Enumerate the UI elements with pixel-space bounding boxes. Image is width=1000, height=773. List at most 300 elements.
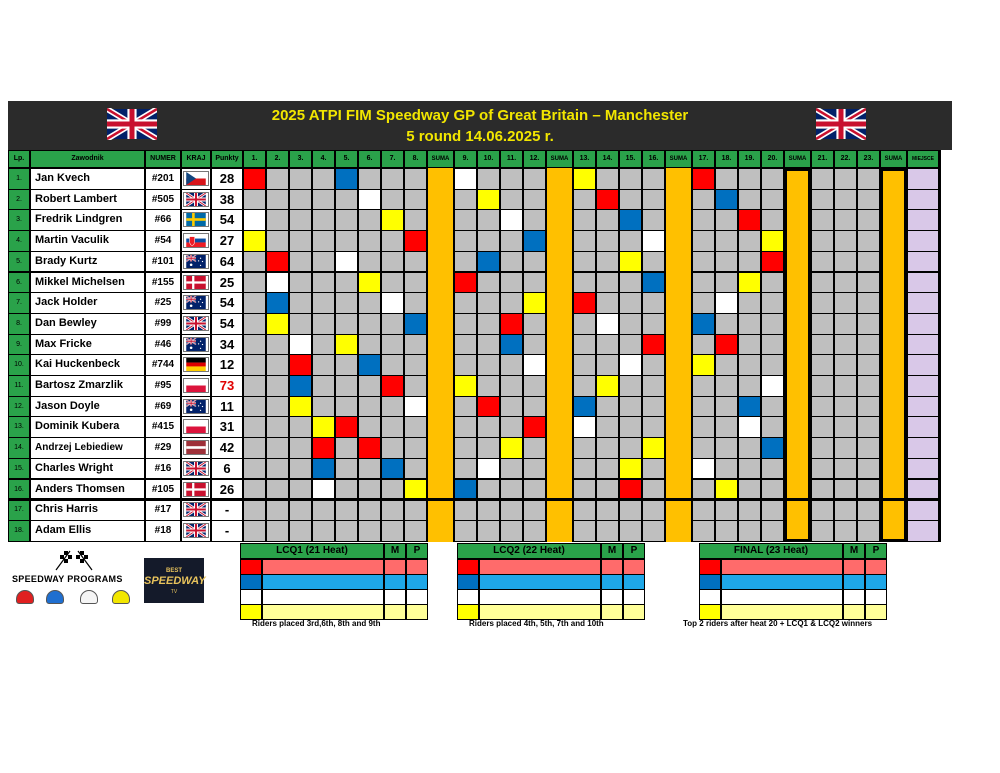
- sum-cell: [784, 479, 811, 501]
- heat-cell: [500, 292, 523, 314]
- page-title: 2025 ATPI FIM Speedway GP of Great Britain – Manchester: [271, 107, 689, 124]
- col-header-heat: 3.: [289, 150, 312, 168]
- gate-white-cell: [500, 209, 523, 231]
- gate-yellow-cell: [500, 437, 523, 459]
- heat-cell: [289, 168, 312, 190]
- heat-cell: [857, 313, 880, 335]
- sum-cell: [427, 272, 454, 294]
- rider-points: 64: [211, 251, 243, 273]
- lcq-row-cell: [479, 589, 601, 605]
- lcq-row-cell: [406, 604, 428, 620]
- rider-name: Jan Kvech: [30, 168, 145, 190]
- heat-cell: [834, 209, 857, 231]
- lcq-row-cell: [699, 604, 721, 620]
- sum-cell: [546, 292, 573, 314]
- col-header-heat: 10.: [477, 150, 500, 168]
- heat-cell: [811, 189, 834, 211]
- sum-cell: [546, 354, 573, 376]
- heat-cell: [523, 375, 546, 397]
- row-lp: 1.: [8, 168, 30, 190]
- place-cell: [907, 292, 939, 314]
- checkered-flags-icon: [50, 549, 98, 571]
- heat-cell: [692, 520, 715, 542]
- heat-cell: [523, 437, 546, 459]
- heat-cell: [738, 334, 761, 356]
- heat-cell: [596, 230, 619, 252]
- heat-cell: [335, 437, 358, 459]
- sum-cell: [546, 209, 573, 231]
- col-header-heat: 4.: [312, 150, 335, 168]
- heat-cell: [834, 272, 857, 294]
- rider-points: 12: [211, 354, 243, 376]
- place-cell: [907, 396, 939, 418]
- row-lp: 13.: [8, 416, 30, 438]
- lcq-row-cell: [406, 589, 428, 605]
- sum-cell: [427, 458, 454, 480]
- lcq-m-header: M: [384, 543, 406, 559]
- heat-cell: [266, 437, 289, 459]
- gate-white-cell: [619, 354, 642, 376]
- col-header-sum: SUMA: [546, 150, 573, 168]
- heat-cell: [738, 520, 761, 542]
- heat-cell: [381, 354, 404, 376]
- heat-cell: [811, 458, 834, 480]
- gate-white-cell: [573, 416, 596, 438]
- heat-cell: [358, 230, 381, 252]
- rider-name: Anders Thomsen: [30, 479, 145, 501]
- rider-points: 26: [211, 479, 243, 501]
- gate-blue-cell: [312, 458, 335, 480]
- sum-cell: [784, 499, 811, 521]
- heat-cell: [692, 479, 715, 501]
- heat-cell: [381, 396, 404, 418]
- heat-cell: [404, 520, 427, 542]
- gate-white-cell: [761, 375, 784, 397]
- sum-cell: [546, 189, 573, 211]
- heat-cell: [761, 189, 784, 211]
- lcq-row-cell: [457, 559, 479, 575]
- heat-cell: [738, 168, 761, 190]
- heat-cell: [761, 416, 784, 438]
- col-header-heat: 17.: [692, 150, 715, 168]
- heat-cell: [596, 334, 619, 356]
- gate-yellow-cell: [619, 251, 642, 273]
- lcq-p-header: P: [623, 543, 645, 559]
- rider-number: #25: [145, 292, 181, 314]
- lcq-row-cell: [457, 604, 479, 620]
- heat-cell: [335, 209, 358, 231]
- gate-red-cell: [715, 334, 738, 356]
- sum-cell: [427, 168, 454, 190]
- heat-cell: [523, 396, 546, 418]
- gate-white-cell: [523, 354, 546, 376]
- rider-number: #29: [145, 437, 181, 459]
- rider-number: #95: [145, 375, 181, 397]
- row-lp: 6.: [8, 272, 30, 294]
- heat-cell: [454, 520, 477, 542]
- heat-cell: [692, 375, 715, 397]
- heat-cell: [642, 520, 665, 542]
- heat-cell: [811, 479, 834, 501]
- place-cell: [907, 416, 939, 438]
- lcq-row-cell: [601, 574, 623, 590]
- lcq-row-cell: [843, 574, 865, 590]
- col-header-points: Punkty: [211, 150, 243, 168]
- heat-cell: [243, 251, 266, 273]
- heat-cell: [312, 209, 335, 231]
- country-flag-cz-icon: [181, 168, 211, 190]
- heat-cell: [596, 437, 619, 459]
- heat-cell: [381, 334, 404, 356]
- heat-cell: [573, 437, 596, 459]
- heat-cell: [454, 458, 477, 480]
- sum-cell: [427, 437, 454, 459]
- sum-cell: [546, 230, 573, 252]
- heat-cell: [358, 251, 381, 273]
- col-header-sum: SUMA: [784, 150, 811, 168]
- rider-number: #16: [145, 458, 181, 480]
- heat-cell: [642, 396, 665, 418]
- rider-name: Martin Vaculik: [30, 230, 145, 252]
- heat-cell: [811, 354, 834, 376]
- heat-cell: [454, 396, 477, 418]
- heat-cell: [619, 230, 642, 252]
- gate-blue-cell: [642, 272, 665, 294]
- sum-cell: [784, 189, 811, 211]
- rider-points: 54: [211, 292, 243, 314]
- row-lp: 16.: [8, 479, 30, 501]
- gate-white-cell: [692, 458, 715, 480]
- heat-cell: [266, 375, 289, 397]
- heat-cell: [312, 168, 335, 190]
- sum-cell: [880, 313, 907, 335]
- gate-yellow-cell: [523, 292, 546, 314]
- heat-cell: [857, 479, 880, 501]
- heat-cell: [358, 479, 381, 501]
- heat-cell: [761, 334, 784, 356]
- gate-blue-cell: [358, 354, 381, 376]
- sum-cell: [880, 437, 907, 459]
- heat-cell: [289, 209, 312, 231]
- heat-cell: [761, 313, 784, 335]
- col-header-lp: Lp.: [8, 150, 30, 168]
- col-header-heat: 6.: [358, 150, 381, 168]
- heat-cell: [243, 396, 266, 418]
- heat-cell: [500, 230, 523, 252]
- heat-cell: [335, 396, 358, 418]
- heat-cell: [335, 313, 358, 335]
- gate-white-cell: [596, 313, 619, 335]
- heat-cell: [500, 251, 523, 273]
- lcq-note: Top 2 riders after heat 20 + LCQ1 & LCQ2 winners: [683, 619, 873, 628]
- heat-cell: [523, 499, 546, 521]
- heat-cell: [715, 437, 738, 459]
- heat-cell: [358, 458, 381, 480]
- col-header-heat: 1.: [243, 150, 266, 168]
- heat-cell: [358, 499, 381, 521]
- lcq-row-cell: [240, 604, 262, 620]
- heat-cell: [761, 458, 784, 480]
- col-header-heat: 7.: [381, 150, 404, 168]
- gate-yellow-cell: [761, 230, 784, 252]
- gate-blue-cell: [404, 313, 427, 335]
- heat-cell: [358, 416, 381, 438]
- white-helmet-icon: [80, 590, 98, 604]
- sum-cell: [880, 168, 907, 190]
- sum-cell: [427, 334, 454, 356]
- heat-cell: [619, 334, 642, 356]
- country-flag-au-icon: [181, 251, 211, 273]
- country-flag-pl-icon: [181, 416, 211, 438]
- heat-cell: [477, 272, 500, 294]
- heat-cell: [266, 458, 289, 480]
- place-cell: [907, 437, 939, 459]
- gate-blue-cell: [523, 230, 546, 252]
- sum-cell: [427, 396, 454, 418]
- sum-cell: [784, 313, 811, 335]
- sum-border: [880, 168, 907, 171]
- heat-cell: [642, 416, 665, 438]
- sum-border: [880, 539, 907, 542]
- country-flag-lv-icon: [181, 437, 211, 459]
- sum-cell: [427, 251, 454, 273]
- heat-cell: [381, 520, 404, 542]
- lcq-row-cell: [240, 574, 262, 590]
- gate-white-cell: [404, 396, 427, 418]
- heat-cell: [289, 313, 312, 335]
- heat-cell: [857, 168, 880, 190]
- heat-cell: [381, 189, 404, 211]
- row-lp: 9.: [8, 334, 30, 356]
- gate-blue-cell: [761, 437, 784, 459]
- heat-cell: [266, 416, 289, 438]
- heat-cell: [454, 209, 477, 231]
- sum-border: [784, 539, 811, 542]
- heat-cell: [523, 272, 546, 294]
- rider-number: #99: [145, 313, 181, 335]
- col-header-heat: 16.: [642, 150, 665, 168]
- lcq-m-header: M: [601, 543, 623, 559]
- lcq-row-cell: [262, 559, 384, 575]
- heat-cell: [811, 230, 834, 252]
- heat-cell: [619, 313, 642, 335]
- heat-cell: [834, 479, 857, 501]
- heat-cell: [811, 292, 834, 314]
- place-cell: [907, 251, 939, 273]
- sum-cell: [546, 251, 573, 273]
- rider-name: Fredrik Lindgren: [30, 209, 145, 231]
- heat-cell: [477, 313, 500, 335]
- best-speedway-tv-logo: [144, 558, 204, 603]
- rider-name: Max Fricke: [30, 334, 145, 356]
- sum-cell: [665, 499, 692, 521]
- gate-red-cell: [738, 209, 761, 231]
- country-flag-au-icon: [181, 334, 211, 356]
- heat-cell: [715, 230, 738, 252]
- rider-points: -: [211, 499, 243, 521]
- gate-yellow-cell: [619, 458, 642, 480]
- gate-yellow-cell: [243, 230, 266, 252]
- col-header-place: MIEJSCE: [907, 150, 939, 168]
- sum-cell: [427, 209, 454, 231]
- sum-cell: [665, 375, 692, 397]
- country-flag-gb-icon: [181, 313, 211, 335]
- row-lp: 8.: [8, 313, 30, 335]
- sum-cell: [546, 334, 573, 356]
- heat-cell: [573, 209, 596, 231]
- heat-cell: [573, 520, 596, 542]
- place-cell: [907, 189, 939, 211]
- country-flag-de-icon: [181, 354, 211, 376]
- col-header-heat: 21.: [811, 150, 834, 168]
- heat-cell: [619, 292, 642, 314]
- lcq-row-cell: [601, 589, 623, 605]
- lcq-row-cell: [721, 574, 843, 590]
- rider-name: Bartosz Zmarzlik: [30, 375, 145, 397]
- heat-cell: [692, 292, 715, 314]
- heat-cell: [834, 437, 857, 459]
- heat-cell: [596, 209, 619, 231]
- row-lp: 3.: [8, 209, 30, 231]
- heat-cell: [834, 416, 857, 438]
- heat-cell: [454, 499, 477, 521]
- heat-cell: [857, 458, 880, 480]
- sum-border: [784, 168, 811, 171]
- heat-cell: [312, 375, 335, 397]
- gate-blue-cell: [266, 292, 289, 314]
- rider-number: #46: [145, 334, 181, 356]
- heat-cell: [243, 458, 266, 480]
- rider-name: Mikkel Michelsen: [30, 272, 145, 294]
- lcq-row-cell: [623, 589, 645, 605]
- heat-cell: [857, 499, 880, 521]
- heat-cell: [642, 499, 665, 521]
- lcq-title: FINAL (23 Heat): [699, 543, 843, 559]
- heat-cell: [573, 375, 596, 397]
- heat-cell: [477, 437, 500, 459]
- heat-cell: [738, 292, 761, 314]
- heat-cell: [692, 416, 715, 438]
- heat-cell: [738, 313, 761, 335]
- heat-cell: [289, 189, 312, 211]
- heat-cell: [738, 437, 761, 459]
- rider-number: #17: [145, 499, 181, 521]
- heat-cell: [358, 209, 381, 231]
- place-cell: [907, 354, 939, 376]
- heat-cell: [811, 168, 834, 190]
- heat-cell: [289, 292, 312, 314]
- heat-cell: [358, 375, 381, 397]
- gate-red-cell: [761, 251, 784, 273]
- heat-cell: [811, 251, 834, 273]
- gate-white-cell: [312, 479, 335, 501]
- heat-cell: [312, 396, 335, 418]
- heat-cell: [523, 168, 546, 190]
- lcq-row-cell: [384, 604, 406, 620]
- rider-name: Andrzej Lebiediew: [30, 437, 145, 459]
- heat-cell: [573, 189, 596, 211]
- sum-cell: [427, 479, 454, 501]
- heat-cell: [834, 189, 857, 211]
- heat-cell: [312, 292, 335, 314]
- heat-cell: [289, 499, 312, 521]
- country-flag-pl-icon: [181, 375, 211, 397]
- col-header-heat: 18.: [715, 150, 738, 168]
- sum-cell: [546, 272, 573, 294]
- gate-white-cell: [289, 334, 312, 356]
- heat-cell: [811, 416, 834, 438]
- col-header-heat: 8.: [404, 150, 427, 168]
- col-header-sum: SUMA: [427, 150, 454, 168]
- heat-cell: [738, 499, 761, 521]
- heat-cell: [266, 230, 289, 252]
- heat-cell: [404, 375, 427, 397]
- heat-cell: [243, 272, 266, 294]
- gate-red-cell: [358, 437, 381, 459]
- lcq-row-cell: [457, 574, 479, 590]
- rider-points: 54: [211, 313, 243, 335]
- place-cell: [907, 479, 939, 501]
- heat-cell: [477, 292, 500, 314]
- rider-points: -: [211, 520, 243, 542]
- rider-name: Dan Bewley: [30, 313, 145, 335]
- sum-cell: [427, 292, 454, 314]
- lcq-row-cell: [601, 559, 623, 575]
- heat-cell: [312, 334, 335, 356]
- col-header-heat: 22.: [834, 150, 857, 168]
- red-helmet-icon: [16, 590, 34, 604]
- col-header-heat: 20.: [761, 150, 784, 168]
- gate-blue-cell: [454, 479, 477, 501]
- col-header-heat: 13.: [573, 150, 596, 168]
- heat-cell: [289, 458, 312, 480]
- heat-cell: [381, 499, 404, 521]
- sum-cell: [880, 292, 907, 314]
- heat-cell: [857, 437, 880, 459]
- row-lp: 14.: [8, 437, 30, 459]
- heat-cell: [596, 416, 619, 438]
- rider-points: 54: [211, 209, 243, 231]
- heat-cell: [834, 375, 857, 397]
- lcq-row-cell: [699, 559, 721, 575]
- rider-points: 6: [211, 458, 243, 480]
- heat-cell: [596, 251, 619, 273]
- sum-cell: [784, 209, 811, 231]
- heat-cell: [573, 479, 596, 501]
- heat-cell: [642, 209, 665, 231]
- sum-cell: [427, 354, 454, 376]
- heat-cell: [404, 209, 427, 231]
- heat-cell: [477, 209, 500, 231]
- sum-cell: [880, 396, 907, 418]
- heat-cell: [857, 520, 880, 542]
- gate-red-cell: [381, 375, 404, 397]
- lcq-row-cell: [384, 589, 406, 605]
- heat-cell: [266, 396, 289, 418]
- sum-cell: [880, 209, 907, 231]
- heat-cell: [243, 479, 266, 501]
- heat-cell: [761, 272, 784, 294]
- heat-cell: [335, 292, 358, 314]
- heat-cell: [811, 334, 834, 356]
- sum-cell: [427, 416, 454, 438]
- lcq-p-header: P: [865, 543, 887, 559]
- heat-cell: [312, 354, 335, 376]
- sum-cell: [427, 375, 454, 397]
- heat-cell: [715, 354, 738, 376]
- heat-cell: [761, 520, 784, 542]
- gate-blue-cell: [477, 251, 500, 273]
